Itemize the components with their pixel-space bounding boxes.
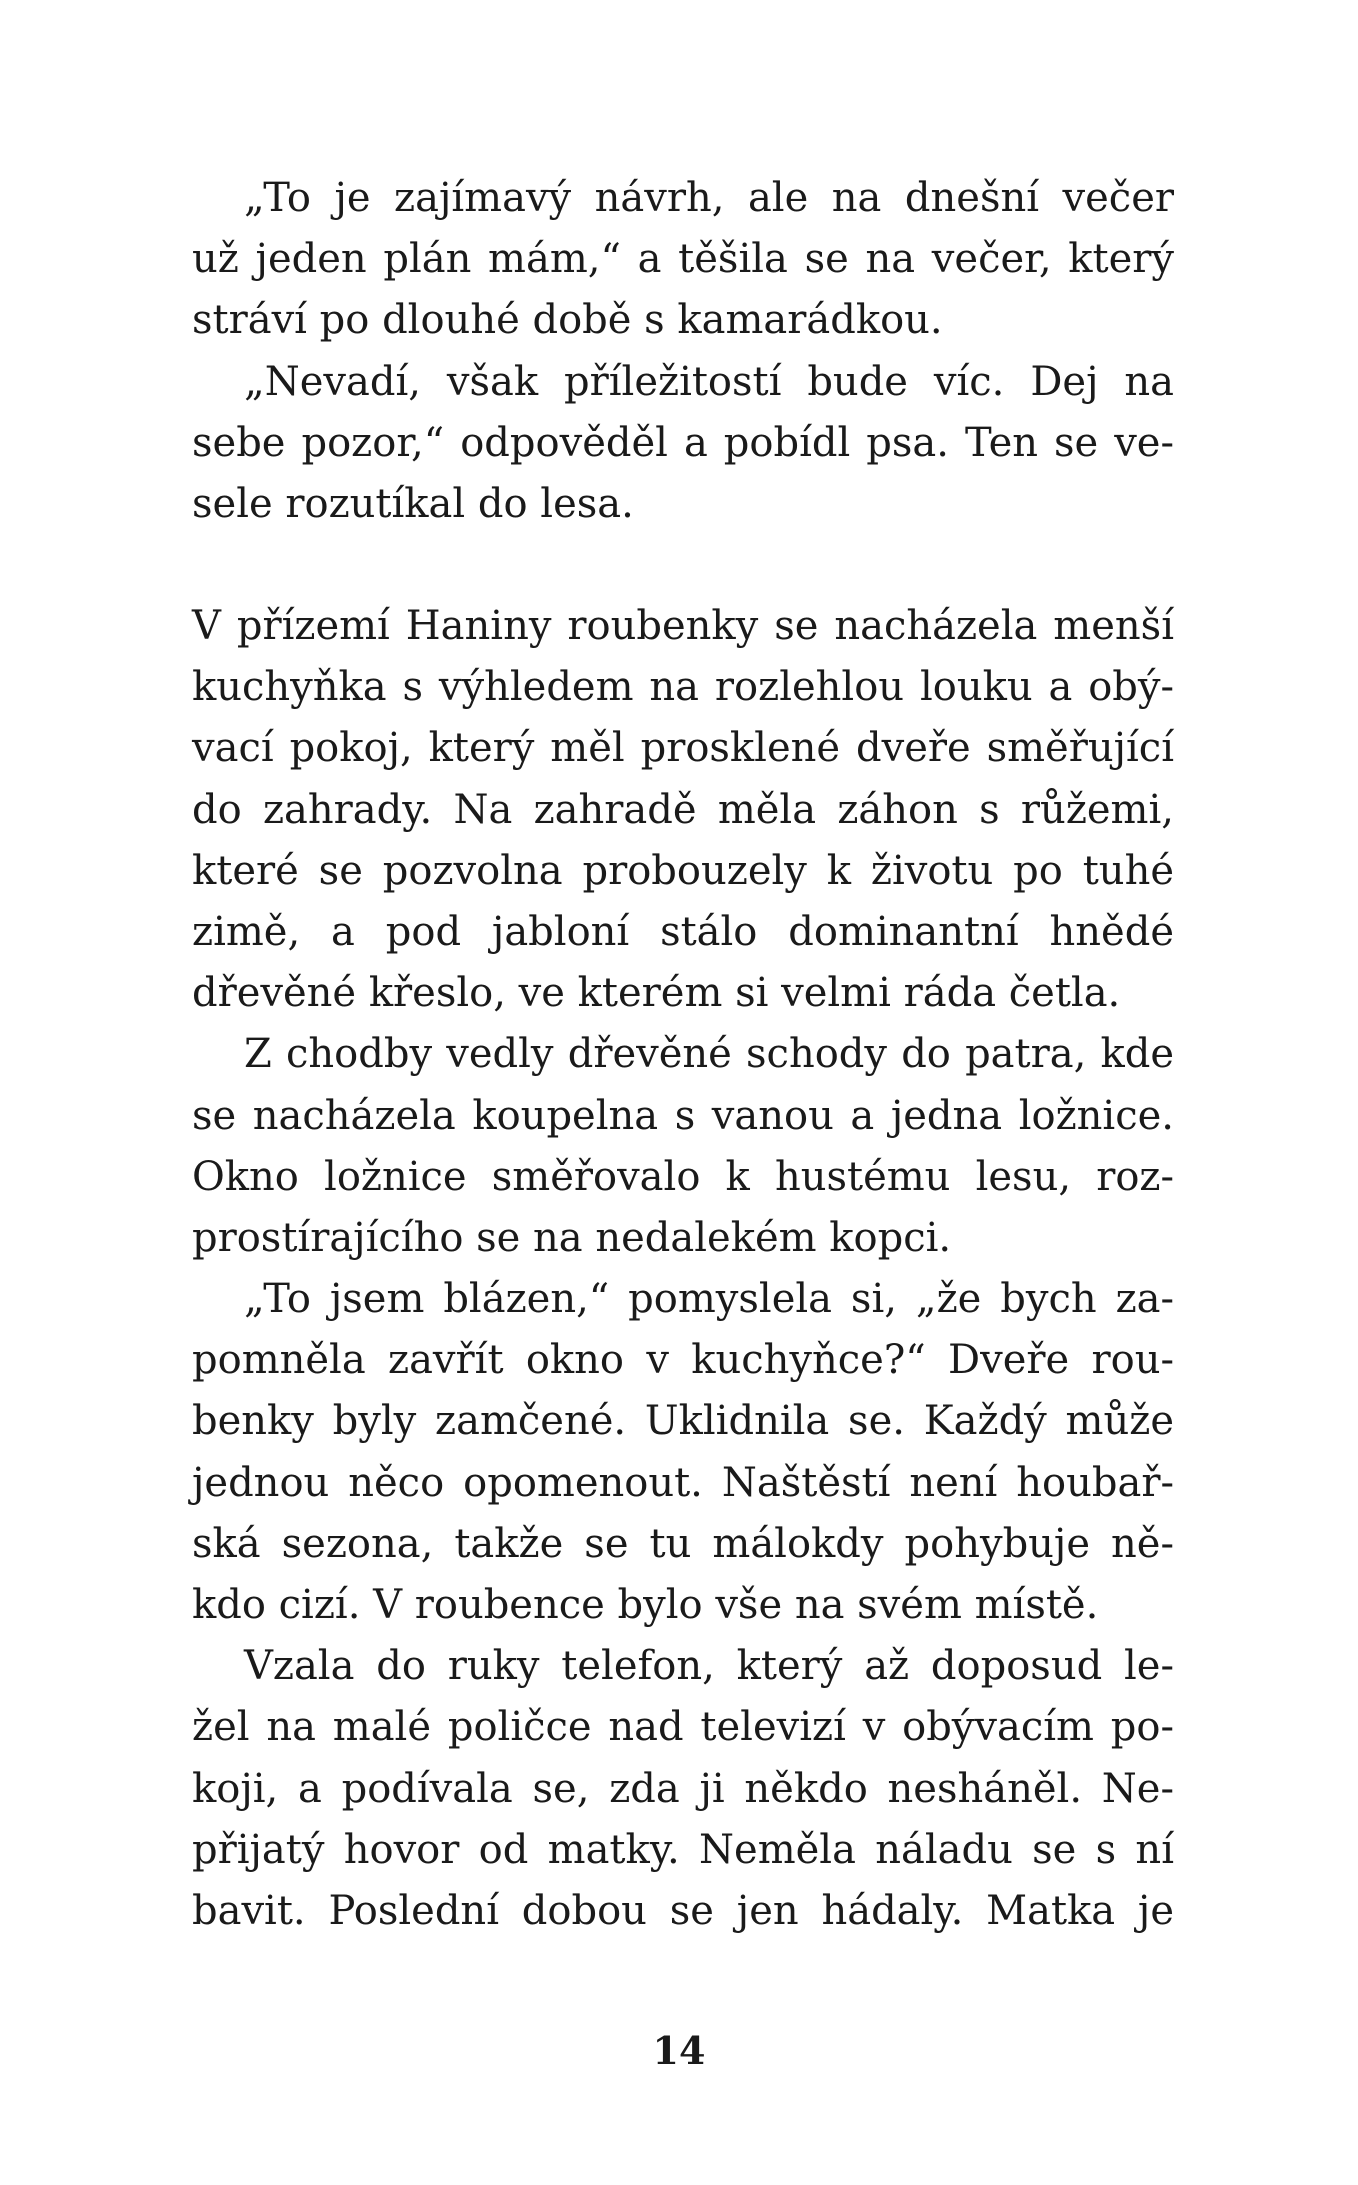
text-line: vací pokoj, který měl prosklené dveře směřující [192,725,1174,772]
text-line: „To jsem blázen,“ pomyslela si, „že bych za- [244,1276,1174,1323]
text-line: Z chodby vedly dřevěné schody do patra, kde [244,1031,1174,1078]
text-line: dřevěné křeslo, ve kterém si velmi ráda četla. [192,970,1121,1017]
text-line: sebe pozor,“ odpověděl a pobídl psa. Ten se ve- [192,419,1174,466]
text-line: žel na malé poličce nad televizí v obývacím po- [192,1704,1174,1751]
text-line: „Nevadí, však příležitostí bude víc. Dej na [244,358,1174,405]
page-number: 14 [652,2028,706,2073]
text-line: jednou něco opomenout. Naštěstí není houbař- [192,1459,1174,1506]
text-line: Okno ložnice směřovalo k hustému lesu, roz- [192,1153,1174,1200]
text-line: sele rozutíkal do lesa. [192,480,634,527]
text-line: pomněla zavřít okno v kuchyňce?“ Dveře rou- [192,1337,1174,1384]
text-line: koji, a podívala se, zda ji někdo nesháněl. Ne- [192,1765,1174,1812]
text-line: které se pozvolna probouzely k životu po tuhé [192,847,1174,894]
text-line: se nacházela koupelna s vanou a jedna ložnice. [192,1092,1174,1139]
text-line: ská sezona, takže se tu málokdy pohybuje ně- [192,1520,1174,1567]
text-line: kdo cizí. V roubence bylo vše na svém místě. [192,1582,1099,1628]
text-line: V přízemí Haniny roubenky se nacházela menší [192,603,1174,649]
text-line: Vzala do ruky telefon, který až doposud le- [244,1643,1174,1690]
text-line: prostírajícího se na nedalekém kopci. [192,1214,952,1261]
text-line: kuchyňka s výhledem na rozlehlou louku a obý- [192,664,1174,711]
text-line: už jeden plán mám,“ a těšila se na večer, který [192,236,1174,283]
text-line: stráví po dlouhé době s kamarádkou. [192,297,943,344]
text-line: bavit. Poslední dobou se jen hádaly. Matka je [192,1887,1174,1934]
text-line: do zahrady. Na zahradě měla záhon s růžemi, [192,786,1174,833]
text-block-main [192,596,1174,1942]
text-line: „To je zajímavý návrh, ale na dnešní večer [244,175,1174,221]
text-line: zimě, a pod jabloní stálo dominantní hnědé [192,908,1174,955]
text-line: přijatý hovor od matky. Neměla náladu se s ní [192,1826,1174,1873]
text-line: benky byly zamčené. Uklidnila se. Každý může [192,1398,1174,1445]
text-block-dialogue [192,168,1174,535]
